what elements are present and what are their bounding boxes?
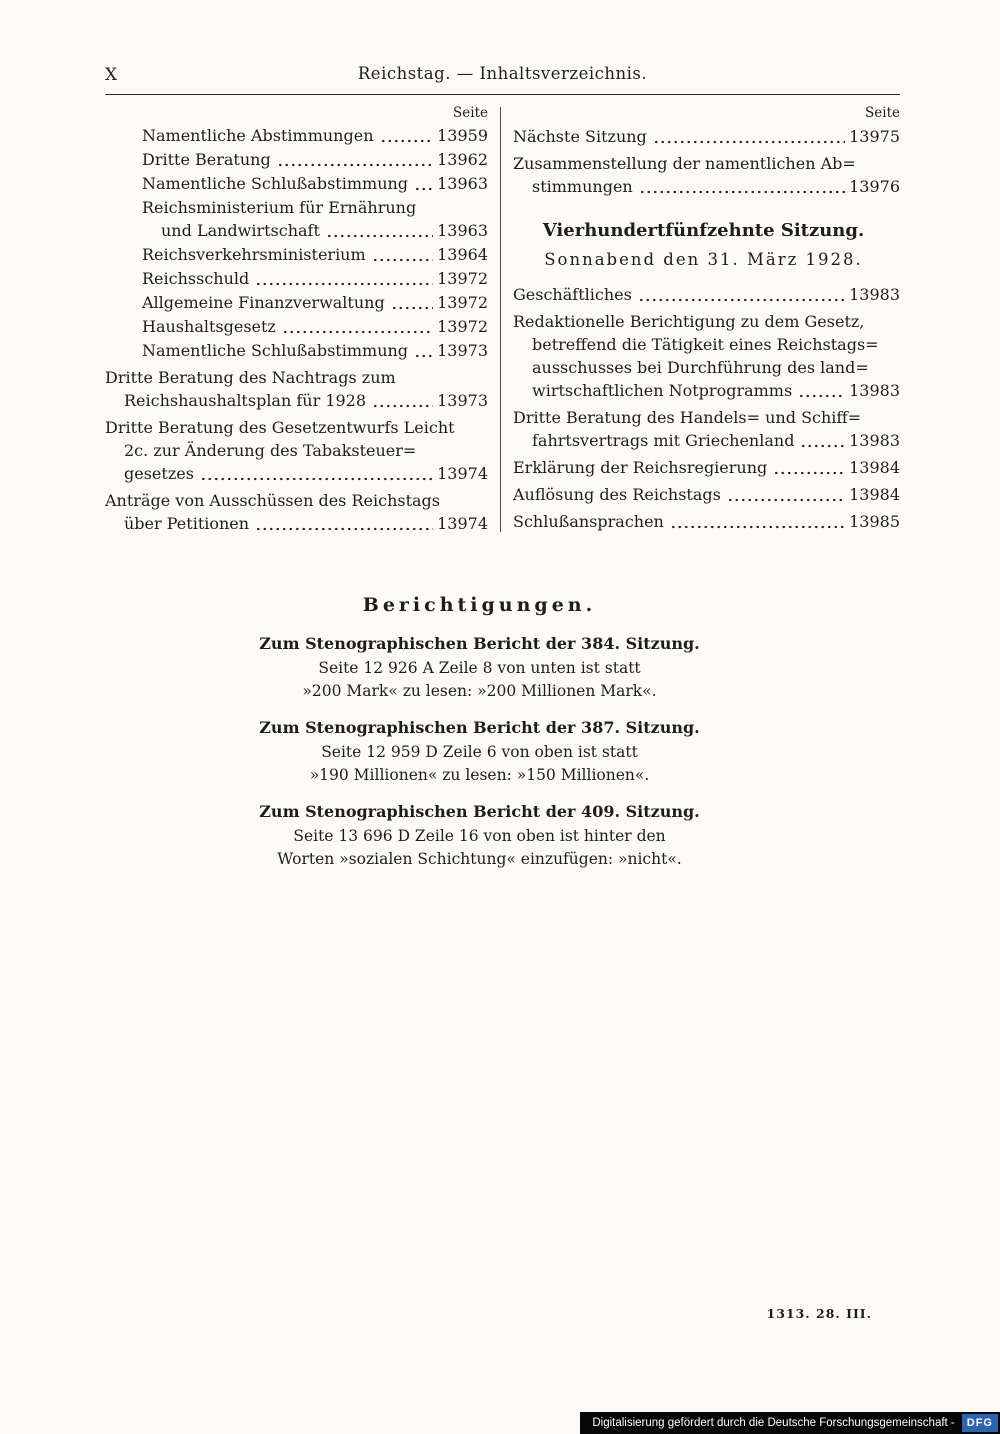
toc-page-number: 13972 [437, 293, 488, 312]
dot-leader [638, 298, 845, 302]
toc-entry [513, 483, 900, 506]
correction-text: Seite 12 959 D Zeile 6 von oben ist statt [321, 743, 638, 761]
toc-entry [105, 489, 488, 535]
toc-page-number: 13972 [437, 317, 488, 336]
toc-entry [513, 456, 900, 479]
dot-leader [372, 404, 433, 408]
dot-leader [639, 190, 845, 194]
dot-leader [727, 498, 845, 502]
toc-entry-text: stimmungen [532, 177, 633, 196]
toc-page-number: 13963 [437, 174, 488, 193]
dot-leader [391, 306, 433, 310]
toc-entry-text: Haushaltsgesetz [142, 317, 276, 336]
correction-text: »190 Millionen« zu lesen: »150 Millionen«. [309, 766, 650, 784]
dot-leader [380, 139, 434, 143]
correction-item [105, 718, 854, 787]
dot-leader [282, 330, 433, 334]
header-title: Reichstag. — Inhaltsverzeichnis. [357, 64, 648, 83]
toc-entry [105, 172, 488, 195]
toc-page-number: 13973 [437, 391, 488, 410]
digitization-credit-text: Digitalisierung gefördert durch die Deutsche Forschungsgemeinschaft - [592, 1417, 955, 1429]
dot-leader [255, 527, 433, 531]
toc-entry [105, 339, 488, 362]
toc-entry [513, 310, 900, 402]
dot-leader [372, 258, 433, 262]
toc-entry [513, 125, 900, 148]
toc-entry-text: Reichshaushaltsplan für 1928 [124, 391, 367, 410]
digitization-credit-bar [580, 1412, 1000, 1434]
dot-leader [277, 163, 433, 167]
corrections-section [105, 594, 900, 871]
toc-entry-text: Namentliche Schlußabstimmung [142, 174, 409, 193]
toc-entry-text: Geschäftliches [513, 285, 632, 304]
session-date: Sonnabend den 31. März 1928. [544, 250, 863, 269]
dot-leader [670, 525, 845, 529]
correction-heading: Zum Stenographischen Bericht der 387. Sitzung. [259, 718, 700, 737]
toc-entry-text: Reichsschuld [142, 269, 250, 288]
toc-entry-text: Zusammenstellung der namentlichen Ab= [513, 154, 856, 173]
correction-item [105, 802, 854, 871]
toc-entry-text: gesetzes [124, 464, 194, 483]
correction-heading: Zum Stenographischen Bericht der 384. Sitzung. [259, 634, 700, 653]
print-mark: 1313. 28. III. [766, 1306, 872, 1321]
toc-page-number: 13975 [849, 127, 900, 146]
correction-text: Worten »sozialen Schichtung« einzufügen: »nicht«. [277, 850, 682, 868]
toc-entry-text: Schlußansprachen [513, 512, 664, 531]
toc-entry-text: Dritte Beratung des Handels= und Schiff= [513, 408, 862, 427]
toc-page-number: 13985 [849, 512, 900, 531]
toc-right-entries-top [513, 125, 900, 198]
toc-entry [513, 152, 900, 198]
toc-entry-text: und Landwirtschaft [161, 221, 320, 240]
toc-page-number: 13976 [849, 177, 900, 196]
toc-page-number: 13964 [437, 245, 488, 264]
dot-leader [414, 354, 433, 358]
toc-entry-text: Auflösung des Reichstags [513, 485, 721, 504]
seite-label-right: Seite [865, 105, 900, 121]
toc-page-number: 13983 [849, 381, 900, 400]
toc-entry-text: Nächste Sitzung [513, 127, 647, 146]
toc-entry-text: Dritte Beratung des Gesetzentwurfs Leicht [105, 418, 455, 437]
toc-entry [105, 291, 488, 314]
toc-page-number: 13983 [849, 431, 900, 450]
toc-entry [105, 148, 488, 171]
toc-page-number: 13973 [437, 341, 488, 360]
toc-entry-text: Namentliche Schlußabstimmung [142, 341, 409, 360]
dot-leader [326, 234, 433, 238]
toc-page-number: 13972 [437, 269, 488, 288]
column-divider-rule [500, 107, 501, 532]
toc-entry-text: Redaktionelle Berichtigung zu dem Gesetz, [513, 312, 865, 331]
dot-leader [800, 444, 845, 448]
toc-entry [513, 510, 900, 533]
corrections-title: Berichtigungen. [362, 594, 597, 616]
toc-entry-text: Erklärung der Reichsregierung [513, 458, 768, 477]
seite-label-left: Seite [453, 105, 488, 121]
toc-entry [105, 366, 488, 412]
toc-entry [105, 196, 488, 242]
folio-page-number: X [105, 65, 118, 85]
toc-entry [105, 267, 488, 290]
toc-entry-text: über Petitionen [124, 514, 250, 533]
toc-left-entries [105, 124, 488, 535]
toc-entry-text: Namentliche Abstimmungen [142, 126, 374, 145]
toc-entry-text: fahrtsvertrags mit Griechenland [532, 431, 795, 450]
toc-right-column [513, 105, 900, 536]
toc-entry [105, 416, 488, 485]
session-heading: Vierhundertfünfzehnte Sitzung. [542, 220, 865, 241]
toc-page-number: 13974 [437, 464, 488, 483]
toc-entry-text: Anträge von Ausschüssen des Reichstags [105, 491, 441, 510]
toc-entry-text: ausschusses bei Durchführung des land= [532, 358, 869, 377]
toc-entry-text: 2c. zur Änderung des Tabaksteuer= [124, 441, 417, 460]
toc-columns [105, 105, 900, 536]
header-rule [105, 94, 900, 95]
correction-heading: Zum Stenographischen Bericht der 409. Sitzung. [259, 802, 700, 821]
toc-entry-text: Dritte Beratung des Nachtrags zum [105, 368, 396, 387]
correction-item [105, 634, 854, 703]
toc-entry-text: Reichsministerium für Ernährung [142, 198, 417, 217]
toc-entry [513, 283, 900, 306]
toc-left-column [105, 105, 488, 536]
toc-page-number: 13984 [849, 485, 900, 504]
correction-text: Seite 12 926 A Zeile 8 von unten ist statt [318, 659, 641, 677]
page-header [105, 64, 900, 88]
dot-leader [255, 282, 433, 286]
dot-leader [653, 140, 845, 144]
toc-entry [105, 124, 488, 147]
toc-entry-text: betreffend die Tätigkeit eines Reichstags= [532, 335, 879, 354]
dfg-logo: DFG [962, 1414, 998, 1432]
dot-leader [773, 471, 845, 475]
toc-entry-text: wirtschaftlichen Notprogramms [532, 381, 793, 400]
toc-entry [105, 315, 488, 338]
toc-entry [105, 243, 488, 266]
toc-page-number: 13959 [437, 126, 488, 145]
dot-leader [200, 477, 433, 481]
toc-page-number: 13963 [437, 221, 488, 240]
toc-page-number: 13984 [849, 458, 900, 477]
correction-text: Seite 13 696 D Zeile 16 von oben ist hinter den [293, 827, 666, 845]
dot-leader [798, 394, 845, 398]
toc-right-entries-bottom [513, 283, 900, 533]
toc-page-number: 13983 [849, 285, 900, 304]
dot-leader [414, 187, 433, 191]
toc-page-number: 13974 [437, 514, 488, 533]
toc-entry-text: Allgemeine Finanzverwaltung [142, 293, 385, 312]
toc-entry-text: Reichsverkehrsministerium [142, 245, 366, 264]
toc-page-number: 13962 [437, 150, 488, 169]
toc-entry [513, 406, 900, 452]
toc-entry-text: Dritte Beratung [142, 150, 271, 169]
corrections-list [105, 634, 854, 871]
correction-text: »200 Mark« zu lesen: »200 Millionen Mark«. [302, 682, 657, 700]
